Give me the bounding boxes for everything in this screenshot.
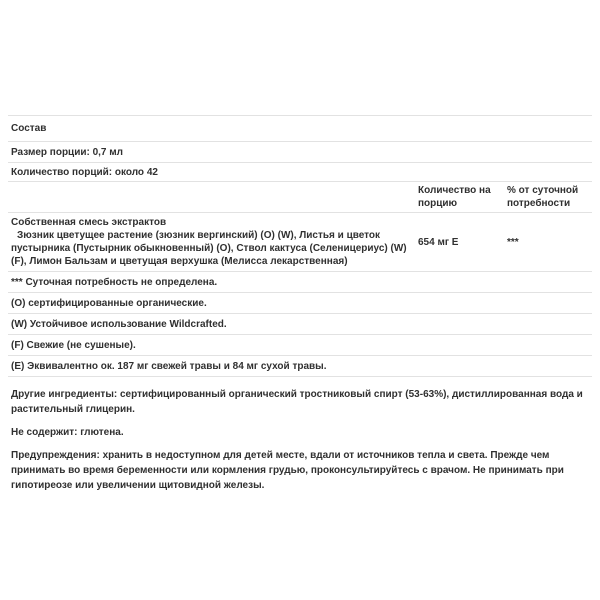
- does-not-contain-text: Не содержит: глютена.: [11, 427, 124, 438]
- daily-value-cell: ***: [507, 236, 519, 248]
- footnote-fresh: (F) Свежие (не сушеные).: [8, 335, 592, 356]
- warnings-text: Предупреждения: хранить в недоступном для детей месте, вдали от источников тепла и света. Прежде чем принимать во время беременности или кормления грудью, проконсультируйтесь с врачом. Не принимать при гипотиреозе или увеличении щитовидной железы.: [11, 450, 564, 491]
- label-paragraphs: [8, 377, 592, 493]
- blend-title: Собственная смесь экстрактов: [11, 217, 167, 228]
- servings-per-container-row: [8, 163, 592, 182]
- supplement-facts-panel: [8, 0, 592, 493]
- daily-value-header: % от суточной потребности: [507, 185, 579, 209]
- footnote-equivalent: (E) Эквивалентно ок. 187 мг свежей травы и 84 мг сухой травы.: [8, 356, 592, 377]
- section-title: Состав: [11, 123, 47, 134]
- ingredient-cell: [8, 216, 418, 268]
- footnote-wildcrafted: (W) Устойчивое использование Wildcrafted.: [8, 314, 592, 335]
- other-ingredients-text: Другие ингредиенты: сертифицированный органический тростниковый спирт (53-63%), дистиллированная вода и растительный глицерин.: [11, 389, 583, 415]
- amount-per-serving-header: Количество на порцию: [418, 185, 491, 209]
- blend-components: Зюзник цветущее растение (зюзник вергинский) (O) (W), Листья и цветок пустырника (Пустырник обыкновенный) (O), Ствол кактуса (Селеницериус) (W) (F), Лимон Бальзам и цветущая верхушка (Мелисса лекарственная): [11, 230, 407, 267]
- section-title-row: [8, 115, 592, 142]
- footnote-organic: (O) сертифицированные органические.: [8, 293, 592, 314]
- footnote-daily-value-note: *** Суточная потребность не определена.: [8, 272, 592, 293]
- serving-size-text: Размер порции: 0,7 мл: [11, 146, 124, 158]
- table-row: [8, 213, 592, 272]
- servings-per-container-text: Количество порций: около 42: [11, 166, 158, 178]
- facts-table-header-row: [8, 182, 592, 213]
- serving-size-row: [8, 142, 592, 163]
- amount-per-serving-value: 654 мг E: [418, 236, 459, 248]
- facts-table: [8, 182, 592, 272]
